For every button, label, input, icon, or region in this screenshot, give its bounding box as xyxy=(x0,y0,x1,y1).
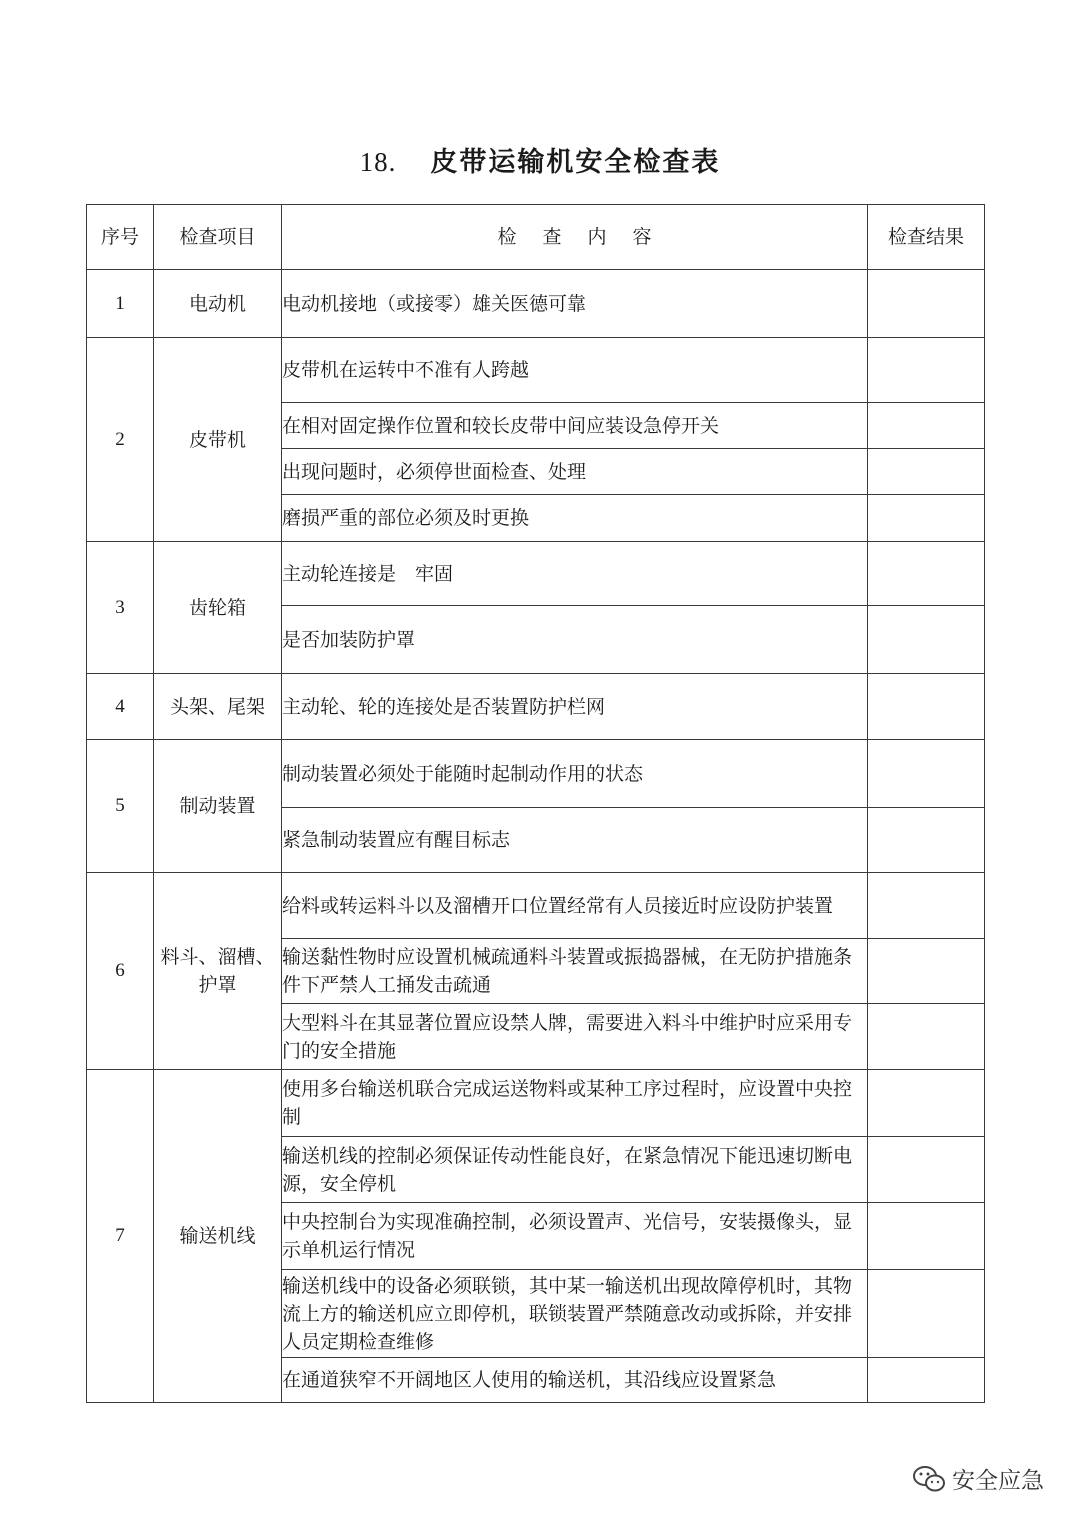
content-cell: 主动轮、轮的连接处是否装置防护栏网 xyxy=(282,674,868,740)
title-number: 18. xyxy=(359,147,397,177)
result-cell[interactable] xyxy=(868,606,985,674)
content-cell: 中央控制台为实现准确控制，必须设置声、光信号，安装摄像头，显示单机运行情况 xyxy=(282,1203,868,1270)
result-cell[interactable] xyxy=(868,449,985,495)
content-cell: 紧急制动装置应有醒目标志 xyxy=(282,808,868,873)
content-cell: 输送机线的控制必须保证传动性能良好，在紧急情况下能迅速切断电源，安全停机 xyxy=(282,1137,868,1203)
result-cell[interactable] xyxy=(868,542,985,606)
result-cell[interactable] xyxy=(868,1137,985,1203)
content-cell: 输送黏性物时应设置机械疏通料斗装置或振捣器械，在无防护措施条件下严禁人工捅发击疏通 xyxy=(282,939,868,1004)
seq-cell: 3 xyxy=(87,542,154,674)
table-row xyxy=(87,1070,985,1137)
content-cell: 大型料斗在其显著位置应设禁人牌，需要进入料斗中维护时应采用专门的安全措施 xyxy=(282,1004,868,1070)
header-row xyxy=(87,205,985,270)
content-cell: 皮带机在运转中不准有人跨越 xyxy=(282,338,868,403)
result-cell[interactable] xyxy=(868,338,985,403)
content-cell: 在通道狭窄不开阔地区人使用的输送机，其沿线应设置紧急 xyxy=(282,1358,868,1403)
seq-cell: 2 xyxy=(87,338,154,542)
watermark xyxy=(912,1462,1044,1495)
result-cell[interactable] xyxy=(868,270,985,338)
header-seq: 序号 xyxy=(87,205,154,270)
item-cell: 皮带机 xyxy=(154,338,282,542)
item-cell: 制动装置 xyxy=(154,740,282,873)
item-cell: 电动机 xyxy=(154,270,282,338)
header-content xyxy=(282,205,868,270)
result-cell[interactable] xyxy=(868,808,985,873)
result-cell[interactable] xyxy=(868,1270,985,1358)
seq-cell: 6 xyxy=(87,873,154,1070)
item-cell: 头架、尾架 xyxy=(154,674,282,740)
content-cell: 电动机接地（或接零）雄关医德可靠 xyxy=(282,270,868,338)
result-cell[interactable] xyxy=(868,1070,985,1137)
result-cell[interactable] xyxy=(868,873,985,939)
content-cell: 制动装置必须处于能随时起制动作用的状态 xyxy=(282,740,868,808)
seq-cell: 4 xyxy=(87,674,154,740)
document-title xyxy=(0,140,1080,179)
header-item: 检查项目 xyxy=(154,205,282,270)
item-cell: 输送机线 xyxy=(154,1070,282,1403)
content-cell: 主动轮连接是 牢固 xyxy=(282,542,868,606)
table-row xyxy=(87,542,985,606)
result-cell[interactable] xyxy=(868,939,985,1004)
watermark-label: 安全应急 xyxy=(952,1468,1044,1494)
wechat-icon xyxy=(912,1464,946,1494)
table-row xyxy=(87,270,985,338)
content-cell: 出现问题时，必须停世面检查、处理 xyxy=(282,449,868,495)
result-cell[interactable] xyxy=(868,674,985,740)
seq-cell: 7 xyxy=(87,1070,154,1403)
result-cell[interactable] xyxy=(868,1004,985,1070)
seq-cell: 1 xyxy=(87,270,154,338)
table-row xyxy=(87,674,985,740)
result-cell[interactable] xyxy=(868,1203,985,1270)
seq-cell: 5 xyxy=(87,740,154,873)
result-cell[interactable] xyxy=(868,495,985,542)
content-cell: 磨损严重的部位必须及时更换 xyxy=(282,495,868,542)
header-result: 检查结果 xyxy=(868,205,985,270)
item-cell: 料斗、溜槽、护罩 xyxy=(154,873,282,1070)
title-text: 皮带运输机安全检查表 xyxy=(430,147,721,178)
result-cell[interactable] xyxy=(868,1358,985,1403)
inspection-table xyxy=(86,204,985,1403)
result-cell[interactable] xyxy=(868,740,985,808)
content-cell: 给料或转运料斗以及溜槽开口位置经常有人员接近时应设防护装置 xyxy=(282,873,868,939)
content-cell: 使用多台输送机联合完成运送物料或某种工序过程时，应设置中央控制 xyxy=(282,1070,868,1137)
header-content-label: 检查内容 xyxy=(497,226,678,248)
result-cell[interactable] xyxy=(868,403,985,449)
table-row xyxy=(87,873,985,939)
content-cell: 在相对固定操作位置和较长皮带中间应装设急停开关 xyxy=(282,403,868,449)
content-cell: 输送机线中的设备必须联锁，其中某一输送机出现故障停机时，其物流上方的输送机应立即停机，联锁装置严禁随意改动或拆除，并安排人员定期检查维修 xyxy=(282,1270,868,1358)
table-row xyxy=(87,338,985,403)
content-cell: 是否加装防护罩 xyxy=(282,606,868,674)
item-cell: 齿轮箱 xyxy=(154,542,282,674)
table-row xyxy=(87,740,985,808)
